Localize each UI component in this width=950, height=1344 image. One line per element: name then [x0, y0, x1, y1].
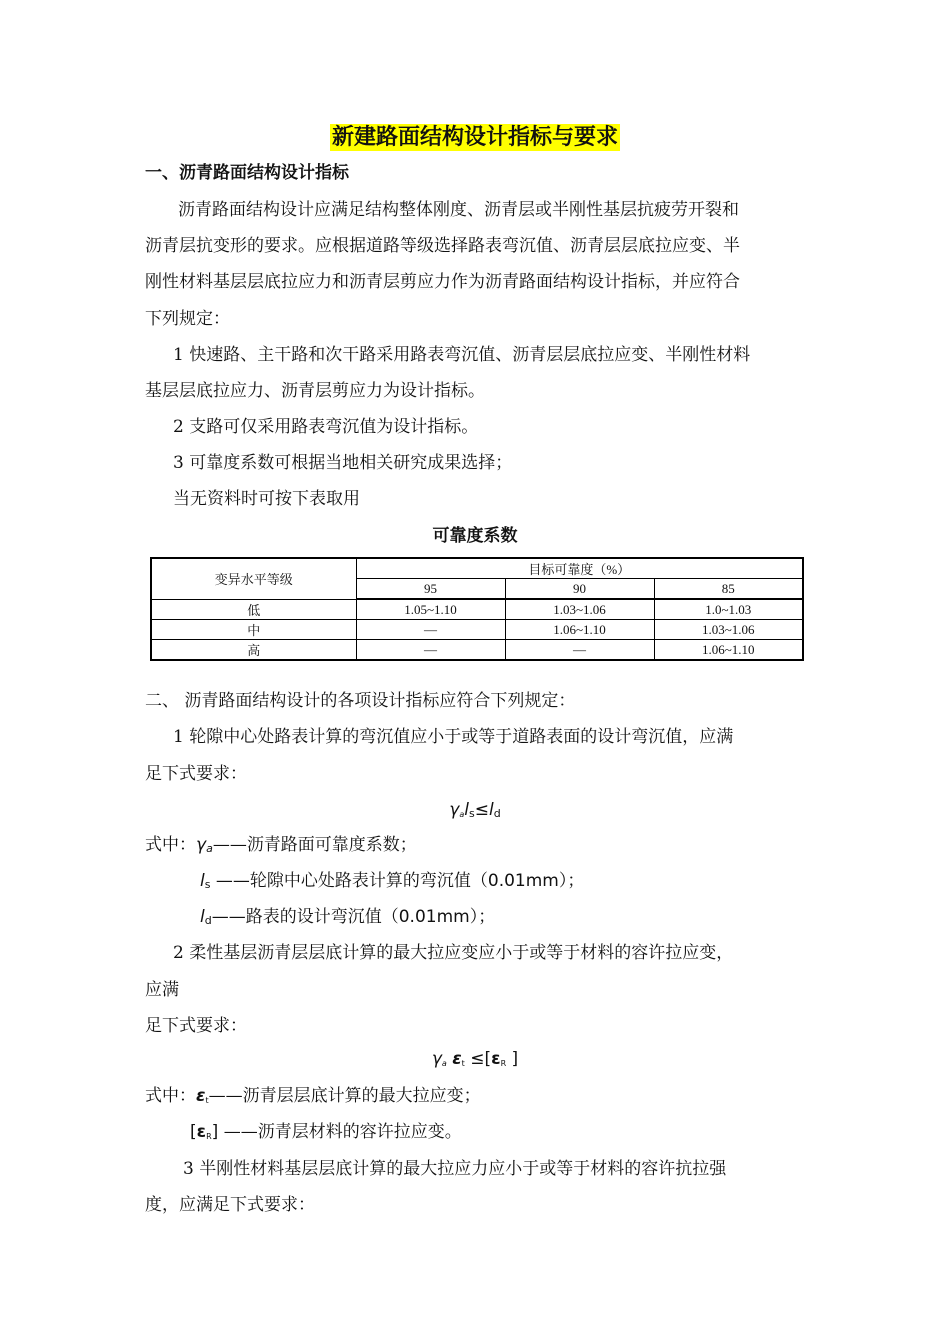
table-row: [151, 620, 803, 640]
table-cell: 1.03~1.06: [505, 599, 654, 620]
table-column-header: 90: [505, 579, 654, 600]
section1-para-line-3: 刚性材料基层层底拉应力和沥青层剪应力作为沥青路面结构设计指标，并应符合: [145, 272, 740, 292]
table-row: [151, 599, 803, 620]
section2-item2-line-3: 足下式要求：: [145, 1016, 247, 1036]
document-title: 新建路面结构设计指标与要求: [331, 125, 618, 150]
section1-heading: 一、沥青路面结构设计指标: [145, 163, 349, 183]
table-title: 可靠度系数: [432, 526, 518, 546]
table-column-header: 95: [356, 579, 505, 600]
section2-item1-line-2: 足下式要求：: [145, 764, 247, 784]
table-row-label: 低: [151, 599, 356, 620]
where-eps-t: 式中：εt——沥青层层底计算的最大拉应变；: [145, 1086, 481, 1106]
section1-para-line-1: 沥青路面结构设计应满足结构整体刚度、沥青层或半刚性基层抗疲劳开裂和: [178, 200, 739, 220]
table-cell: —: [505, 640, 654, 661]
table-column-header: 85: [654, 579, 803, 600]
section1-para-line-4: 下列规定：: [145, 309, 230, 329]
section1-item3: 3 可靠度系数可根据当地相关研究成果选择；: [173, 453, 513, 473]
table-cell: 1.05~1.10: [356, 599, 505, 620]
table-group-header: 目标可靠度（%）: [356, 558, 803, 579]
where-gamma: 式中：γa——沥青路面可靠度系数；: [145, 835, 417, 855]
table-row-header: 变异水平等级: [151, 558, 356, 599]
section2-item1-line-1: 1 轮隙中心处路表计算的弯沉值应小于或等于道路表面的设计弯沉值，应满: [173, 727, 734, 747]
section2-item2-line-1: 2 柔性基层沥青层层底计算的最大拉应变应小于或等于材料的容许拉应变，: [173, 943, 734, 963]
reliability-coefficient-table: [150, 557, 804, 661]
table-cell: 1.0~1.03: [654, 599, 803, 620]
section2-item2-line-2: 应满: [145, 980, 179, 1000]
table-row-label: 中: [151, 620, 356, 640]
where-ls: ls ——轮隙中心处路表计算的弯沉值（0.01mm）；: [200, 871, 585, 891]
where-eps-r: [εR] ——沥青层材料的容许拉应变。: [190, 1122, 462, 1142]
section1-para-line-2: 沥青层抗变形的要求。应根据道路等级选择路表弯沉值、沥青层层底拉应变、半: [145, 236, 740, 256]
section2-heading: 二、 沥青路面结构设计的各项设计指标应符合下列规定：: [145, 691, 576, 711]
formula-deflection: γals≤ld: [449, 800, 501, 820]
where-ld: ld——路表的设计弯沉值（0.01mm）；: [200, 907, 496, 927]
table-row-label: 高: [151, 640, 356, 661]
table-cell: 1.06~1.10: [505, 620, 654, 640]
section2-item3-line-1: 3 半刚性材料基层层底计算的最大拉应力应小于或等于材料的容许抗拉强: [183, 1159, 727, 1179]
table-row: [151, 640, 803, 661]
table-cell: 1.06~1.10: [654, 640, 803, 661]
table-cell: —: [356, 640, 505, 661]
table-cell: 1.03~1.06: [654, 620, 803, 640]
formula-strain: γa εt ≤[εR ]: [431, 1049, 519, 1069]
section1-item2: 2 支路可仅采用路表弯沉值为设计指标。: [173, 417, 479, 437]
section1-item1-line-2: 基层层底拉应力、沥青层剪应力为设计指标。: [145, 381, 485, 401]
section1-item3-note: 当无资料时可按下表取用: [173, 489, 360, 509]
section1-item1-line-1: 1 快速路、主干路和次干路采用路表弯沉值、沥青层层底拉应变、半刚性材料: [173, 345, 751, 365]
table-cell: —: [356, 620, 505, 640]
section2-item3-line-2: 度，应满足下式要求：: [145, 1195, 315, 1215]
